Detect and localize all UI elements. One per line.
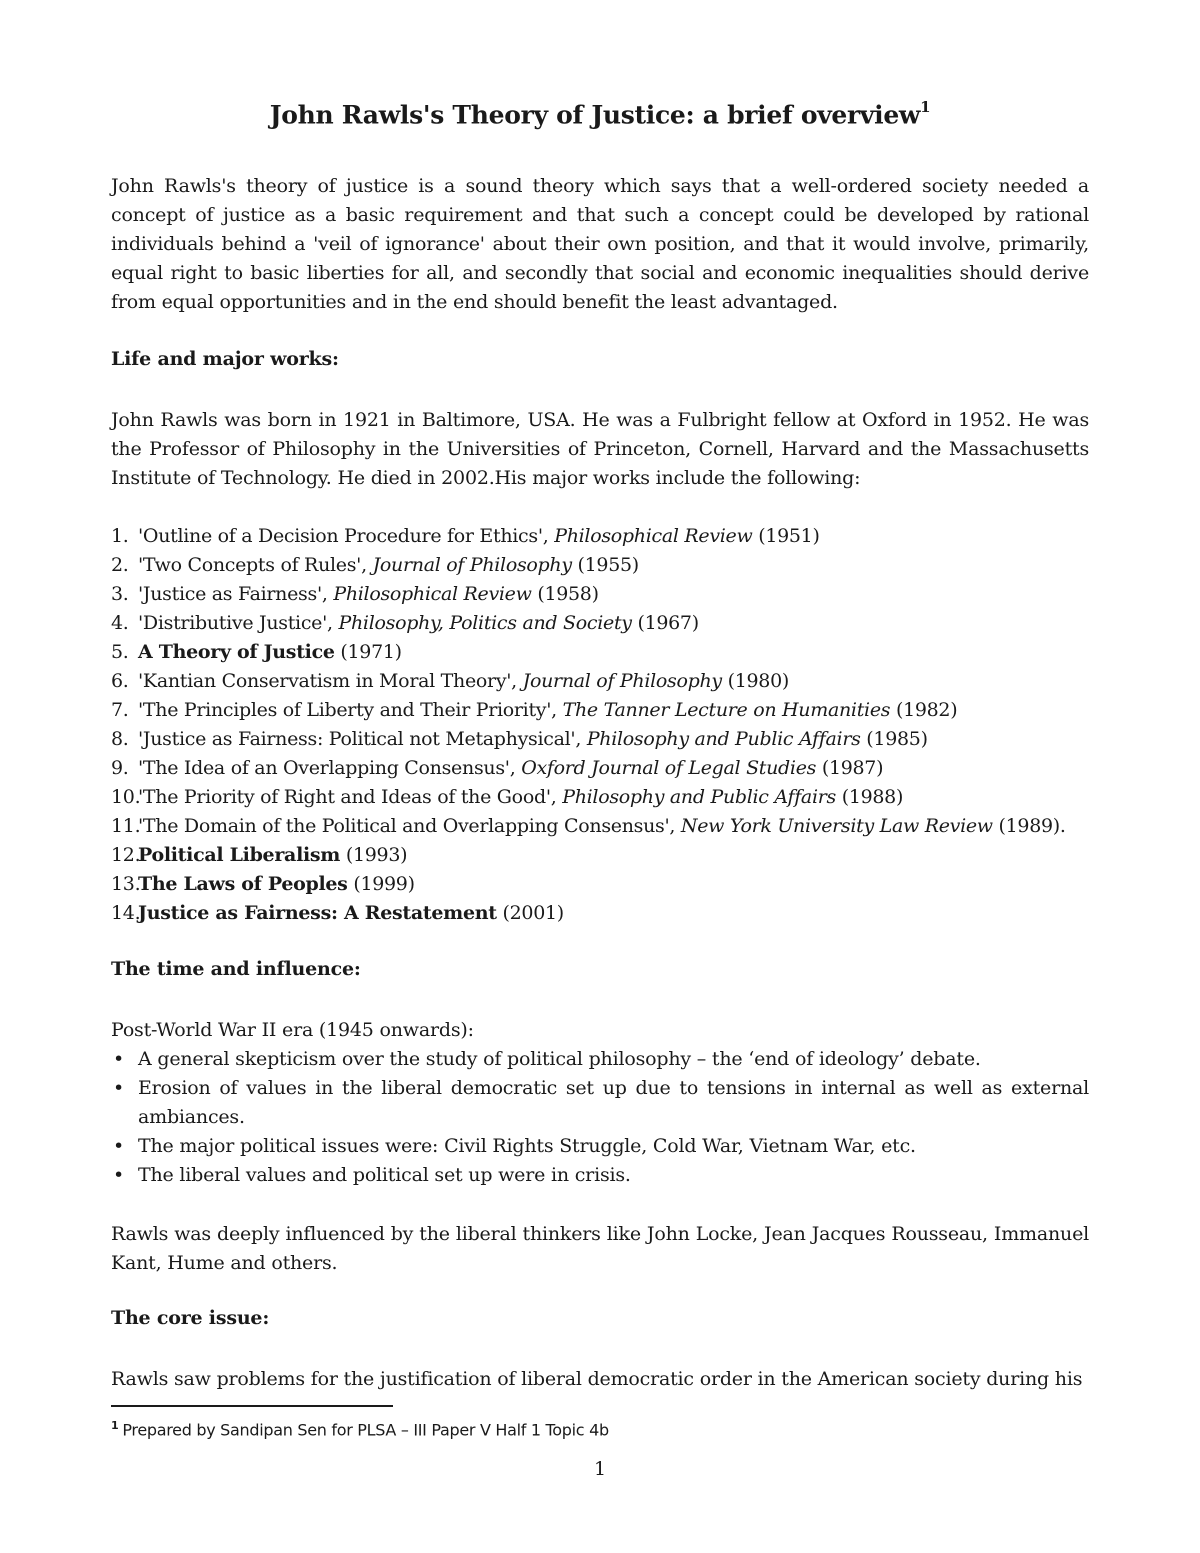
journal-name: Philosophy and Public Affairs	[562, 786, 836, 808]
item-number: 4.	[111, 612, 129, 634]
work-title: 'Justice as Fairness: Political not Metaphysical',	[138, 728, 587, 750]
list-item	[111, 754, 1111, 783]
list-item	[111, 725, 1111, 754]
work-year: (1955)	[571, 554, 639, 576]
core-issue-paragraph: Rawls saw problems for the justification of liberal democratic order in the American society during his	[111, 1368, 1083, 1390]
work-title: 'The Priority of Right and Ideas of the Good',	[138, 786, 563, 808]
work-title: 'The Principles of Liberty and Their Priority',	[138, 699, 563, 721]
work-year: (1980)	[721, 670, 789, 692]
journal-name: Journal of Philosophy	[372, 554, 572, 576]
context-bullet-list	[111, 1045, 1089, 1190]
item-number: 6.	[111, 670, 129, 692]
major-works-list	[111, 522, 1111, 928]
list-item: • A general skepticism over the study of political philosophy – the ‘end of ideology’ debate.	[111, 1045, 1089, 1074]
list-item	[111, 580, 1111, 609]
intro-paragraph: John Rawls's theory of justice is a sound theory which says that a well-ordered society needed a concept of justice as a basic requirement and that such a concept could be developed by rational individuals behind a 'veil of ignorance' about their own position, and that it would involve, primarily, equal right to basic liberties for all, and secondly that social and economic inequalities should derive from equal opportunities and in the end should benefit the least advantaged.	[111, 175, 1089, 313]
list-item	[111, 551, 1111, 580]
footnote-separator	[111, 1405, 393, 1407]
list-item	[111, 870, 1111, 899]
list-item: • Erosion of values in the liberal democratic set up due to tensions in internal as well as external ambiances.	[111, 1074, 1089, 1132]
item-number: 7.	[111, 699, 129, 721]
list-item	[111, 812, 1111, 841]
item-number: 10.	[111, 786, 141, 808]
journal-name: The Tanner Lecture on Humanities	[562, 699, 891, 721]
journal-name: Journal of Philosophy	[522, 670, 722, 692]
work-year: (1982)	[890, 699, 958, 721]
item-number: 14.	[111, 902, 141, 924]
work-title: 'Justice as Fairness',	[138, 583, 334, 605]
item-number: 12.	[111, 844, 141, 866]
footnote-mark: 1	[111, 1419, 119, 1432]
journal-name: Philosophy, Politics and Society	[338, 612, 632, 634]
item-number: 9.	[111, 757, 129, 779]
work-year: (1967)	[631, 612, 699, 634]
work-year: (1985)	[860, 728, 928, 750]
item-number: 1.	[111, 525, 129, 547]
work-year: (1958)	[531, 583, 599, 605]
book-title: Political Liberalism	[138, 844, 341, 866]
list-item	[111, 609, 1111, 638]
work-title: 'Outline of a Decision Procedure for Ethics',	[138, 525, 555, 547]
life-paragraph: John Rawls was born in 1921 in Baltimore, USA. He was a Fulbright fellow at Oxford in 1952. He was the Professor of Philosophy in the Universities of Princeton, Cornell, Harvard and the Massachusetts Institute of Technology. He died in 2002.His major works include the following:	[111, 409, 1089, 489]
book-title: The Laws of Peoples	[138, 873, 348, 895]
list-item	[111, 783, 1111, 812]
section-heading-core-issue: The core issue:	[111, 1307, 270, 1329]
journal-name: Oxford Journal of Legal Studies	[521, 757, 817, 779]
list-item: • The major political issues were: Civil Rights Struggle, Cold War, Vietnam War, etc.	[111, 1132, 1089, 1161]
work-title: 'Kantian Conservatism in Moral Theory',	[138, 670, 523, 692]
work-title: 'The Idea of an Overlapping Consensus',	[138, 757, 522, 779]
work-year: (1999)	[347, 873, 415, 895]
book-title: Justice as Fairness: A Restatement	[138, 902, 497, 924]
item-number: 5.	[111, 641, 129, 663]
journal-name: Philosophical Review	[333, 583, 532, 605]
page-title	[0, 100, 1200, 129]
item-number: 13.	[111, 873, 141, 895]
influence-paragraph: Rawls was deeply influenced by the liberal thinkers like John Locke, Jean Jacques Rousseau, Immanuel Kant, Hume and others.	[111, 1223, 1089, 1274]
item-number: 8.	[111, 728, 129, 750]
work-title: 'Distributive Justice',	[138, 612, 339, 634]
list-item: • The liberal values and political set up were in crisis.	[111, 1161, 1089, 1190]
title-footnote-mark[interactable]: 1	[920, 98, 931, 116]
list-item	[111, 638, 1111, 667]
work-title: 'The Domain of the Political and Overlapping Consensus',	[138, 815, 681, 837]
work-title: 'Two Concepts of Rules',	[138, 554, 373, 576]
list-item	[111, 696, 1111, 725]
journal-name: New York University Law Review	[680, 815, 993, 837]
work-year: (2001)	[496, 902, 564, 924]
list-item	[111, 667, 1111, 696]
title-text: John Rawls's Theory of Justice: a brief overview	[269, 100, 921, 130]
journal-name: Philosophy and Public Affairs	[586, 728, 861, 750]
item-number: 11.	[111, 815, 141, 837]
work-year: (1988)	[835, 786, 904, 808]
page-number: 1	[593, 1458, 607, 1480]
era-lead-text: Post-World War II era (1945 onwards):	[111, 1019, 474, 1041]
work-year: (1993)	[340, 844, 408, 866]
work-year: (1971)	[334, 641, 402, 663]
footnote	[111, 1419, 609, 1439]
section-heading-life-works: Life and major works:	[111, 348, 339, 370]
list-item	[111, 899, 1111, 928]
item-number: 2.	[111, 554, 129, 576]
item-number: 3.	[111, 583, 129, 605]
work-year: (1951)	[752, 525, 820, 547]
work-year: (1987)	[816, 757, 884, 779]
section-heading-time-influence: The time and influence:	[111, 958, 361, 980]
list-item	[111, 841, 1111, 870]
journal-name: Philosophical Review	[554, 525, 753, 547]
list-item	[111, 522, 1111, 551]
work-year: (1989).	[992, 815, 1066, 837]
book-title: A Theory of Justice	[138, 641, 335, 663]
footnote-text: Prepared by Sandipan Sen for PLSA – III Paper V Half 1 Topic 4b	[122, 1420, 609, 1440]
